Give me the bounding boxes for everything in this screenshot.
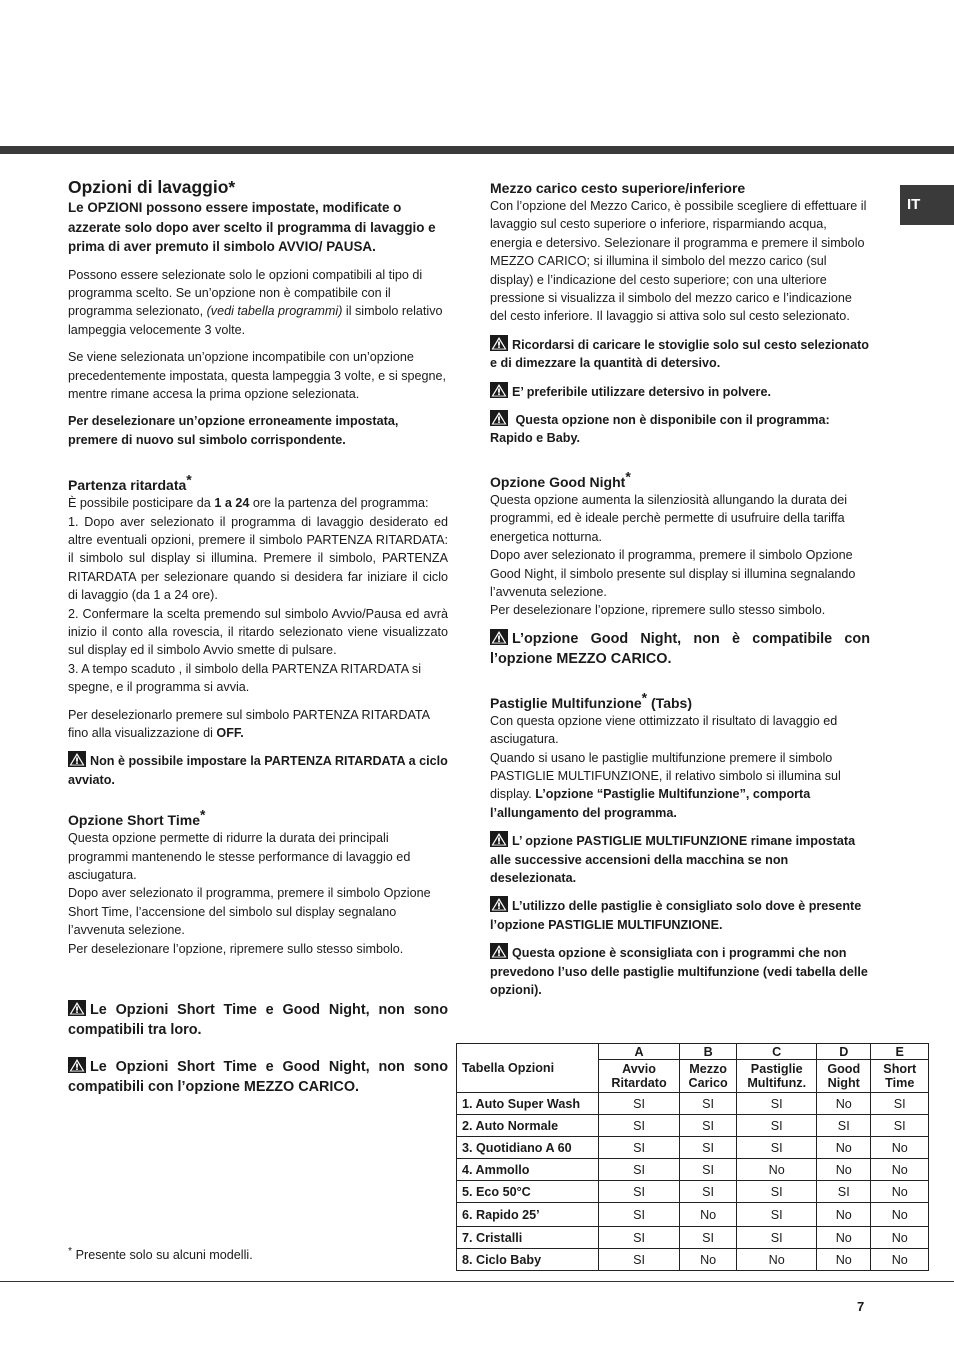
- option-value: SI: [737, 1203, 817, 1227]
- warning-icon: [490, 335, 508, 351]
- table-col-name: Good Night: [817, 1060, 871, 1093]
- delay-warning: Non è possibile impostare la PARTENZA RITARDATA a ciclo avviato.: [68, 751, 448, 789]
- short-t1: Questa opzione permette di ridurre la durata dei principali programmi mantenendo le stesse performance di lavaggio ed asciugatura.: [68, 831, 411, 883]
- option-value: No: [871, 1249, 929, 1271]
- delay-t4: 3. A tempo scaduto , il simbolo della PARTENZA RITARDATA si spegne, e il programma si avvia.: [68, 661, 421, 695]
- table-col-name: Avvio Ritardato: [599, 1060, 680, 1093]
- option-value: SI: [737, 1137, 817, 1159]
- option-value: No: [871, 1227, 929, 1249]
- tabs-t2: Quando si usano le pastiglie multifunzione premere il simbolo PASTIGLIE MULTIFUNZIONE, il relativo simbolo si illumina sul display. L’opzione “Pastiglie Multifunzione”, comporta l’allungamento del programma.: [490, 750, 841, 820]
- table-col-name: Pastiglie Multifunz.: [737, 1060, 817, 1093]
- table-row: [457, 1115, 929, 1137]
- option-value: No: [817, 1137, 871, 1159]
- option-value: No: [817, 1227, 871, 1249]
- compat-warning-2: Le Opzioni Short Time e Good Night, non sono compatibili con l’opzione MEZZO CARICO.: [68, 1059, 448, 1096]
- option-value: SI: [679, 1093, 736, 1115]
- table-col-name: Short Time: [871, 1060, 929, 1093]
- good-night-t1: Questa opzione aumenta la silenziosità allungando la durata dei programmi, ed è ideale perchè permette di usufruire della tariffa energetica notturna.: [490, 492, 848, 544]
- table-row: [457, 1159, 929, 1181]
- table-row: [457, 1227, 929, 1249]
- option-value: SI: [817, 1181, 871, 1203]
- delay-title: Partenza ritardata*: [68, 471, 192, 494]
- compat-warning-1: Le Opzioni Short Time e Good Night, non sono compatibili tra loro.: [68, 1002, 448, 1039]
- option-value: SI: [737, 1115, 817, 1137]
- warning-icon: [490, 629, 508, 645]
- table-col-letter: A: [599, 1044, 680, 1060]
- good-night-t2: Dopo aver selezionato il programma, premere il simbolo Opzione Good Night, il simbolo presente sul display si illumina segnalando l’avvenuta selezione.: [490, 548, 856, 599]
- tabs-title: Pastiglie Multifunzione* (Tabs): [490, 689, 692, 711]
- program-name: 8. Ciclo Baby: [457, 1249, 599, 1271]
- option-value: SI: [679, 1181, 736, 1203]
- language-tab: IT: [900, 185, 954, 225]
- option-value: SI: [599, 1137, 680, 1159]
- option-value: SI: [599, 1093, 680, 1115]
- option-value: No: [737, 1159, 817, 1181]
- good-night-warning: L’opzione Good Night, non è compatibile con l’opzione MEZZO CARICO.: [490, 630, 870, 667]
- option-value: SI: [599, 1203, 680, 1227]
- program-name: 6. Rapido 25’: [457, 1203, 599, 1227]
- short-t3: Per deselezionare l’opzione, ripremere sullo stesso simbolo.: [68, 941, 404, 956]
- program-name: 3. Quotidiano A 60: [457, 1137, 599, 1159]
- table-row: [457, 1093, 929, 1115]
- option-value: SI: [599, 1115, 680, 1137]
- program-name: 7. Cristalli: [457, 1227, 599, 1249]
- delay-t1: È possibile posticipare da 1 a 24 ore la partenza del programma:: [68, 496, 429, 511]
- option-value: SI: [599, 1159, 680, 1181]
- tabs-warning-2: L’utilizzo delle pastiglie è consigliato solo dove è presente l’opzione PASTIGLIE MULTIFUNZIONE.: [490, 896, 870, 934]
- half-load-warning-1: Ricordarsi di caricare le stoviglie solo sul cesto selezionato e di dimezzare la quantità di detersivo.: [490, 335, 870, 373]
- warning-icon: [490, 943, 508, 959]
- option-value: SI: [737, 1181, 817, 1203]
- short-t2: Dopo aver selezionato il programma, premere il simbolo Opzione Short Time, l’accensione del simbolo sul display segnalano l’avvenuta selezione.: [68, 886, 431, 938]
- option-value: No: [679, 1249, 736, 1271]
- bottom-rule: [0, 1281, 954, 1282]
- delay-t5: Per deselezionarlo premere sul simbolo PARTENZA RITARDATA fino alla visualizzazione di OFF.: [68, 707, 430, 741]
- table-col-letter: C: [737, 1044, 817, 1060]
- top-bar: [0, 146, 954, 154]
- option-value: SI: [599, 1249, 680, 1271]
- half-load-warning-2: E’ preferibile utilizzare detersivo in polvere.: [490, 382, 870, 401]
- intro-lead: Le OPZIONI possono essere impostate, modificate o azzerate solo dopo aver scelto il programma di lavaggio e prima di aver premuto il simbolo AVVIO/ PAUSA.: [68, 200, 436, 254]
- half-load-title: Mezzo carico cesto superiore/inferiore: [490, 180, 746, 196]
- warning-icon: [490, 382, 508, 398]
- table-row: [457, 1203, 929, 1227]
- short-title: Opzione Short Time*: [68, 806, 206, 829]
- options-table: [456, 1043, 929, 1271]
- tabs-warning-1: L’ opzione PASTIGLIE MULTIFUNZIONE rimane impostata alle successive accensioni della macchina se non deselezionata.: [490, 831, 870, 887]
- good-night-title: Opzione Good Night*: [490, 468, 631, 490]
- good-night-t3: Per deselezionare l’opzione, ripremere sullo stesso simbolo.: [490, 603, 826, 618]
- warning-icon: [490, 410, 508, 426]
- option-value: No: [817, 1093, 871, 1115]
- option-value: No: [871, 1137, 929, 1159]
- page-title: Opzioni di lavaggio*: [68, 177, 236, 197]
- program-name: 1. Auto Super Wash: [457, 1093, 599, 1115]
- intro-p3: Per deselezionare un’opzione erroneamente impostata, premere di nuovo sul simbolo corrispondente.: [68, 414, 399, 447]
- table-row: [457, 1249, 929, 1271]
- page-number: 7: [857, 1299, 865, 1314]
- option-value: SI: [679, 1159, 736, 1181]
- option-value: No: [817, 1159, 871, 1181]
- option-value: SI: [679, 1115, 736, 1137]
- warning-icon: [68, 1057, 86, 1073]
- intro-p2: Se viene selezionata un’opzione incompatibile con un’opzione precedentemente impostata, questa lampeggia 3 volte, e si spegne, mentre rimane accesa la prima opzione selezionata.: [68, 350, 447, 401]
- option-value: SI: [737, 1227, 817, 1249]
- table-col-letter: B: [679, 1044, 736, 1060]
- delay-t2: 1. Dopo aver selezionato il programma di lavaggio desiderato ed altre eventuali opzioni, premere il simbolo PARTENZA RITARDATA: il simbolo sul display si illumina. Premere il simbolo, PARTENZA RITARDATA per selezionare quando si desidera far iniziare il ciclo di lavaggio (da 1 a 24 ore).: [68, 514, 448, 603]
- table-col-name: Mezzo Carico: [679, 1060, 736, 1093]
- warning-icon: [68, 1000, 86, 1016]
- intro-p1: Possono essere selezionate solo le opzioni compatibili al tipo di programma scelto. Se un’opzione non è compatibile con il programma selezionato, (vedi tabella programmi) il simbolo relativo lampeggia velocemente 3 volte.: [68, 267, 443, 337]
- warning-icon: [68, 751, 86, 767]
- option-value: SI: [871, 1093, 929, 1115]
- tabs-warning-3: Questa opzione è sconsigliata con i programmi che non prevedono l’uso delle pastiglie multifunzione (vedi tabella delle opzioni).: [490, 943, 870, 999]
- option-value: SI: [679, 1227, 736, 1249]
- delay-t3: 2. Confermare la scelta premendo sul simbolo Avvio/Pausa ed avrà inizio il conto alla rovescia, il ritardo selezionato viene visualizzato sul display ed il simbolo Avvio smette di pulsare.: [68, 606, 448, 658]
- option-value: No: [817, 1203, 871, 1227]
- program-name: 4. Ammollo: [457, 1159, 599, 1181]
- program-name: 5. Eco 50°C: [457, 1181, 599, 1203]
- footnote: * Presente solo su alcuni modelli.: [68, 1245, 253, 1263]
- warning-icon: [490, 896, 508, 912]
- table-row: [457, 1137, 929, 1159]
- option-value: SI: [599, 1227, 680, 1249]
- option-value: SI: [679, 1137, 736, 1159]
- option-value: SI: [599, 1181, 680, 1203]
- left-column: [68, 176, 448, 1097]
- table-header-label: Tabella Opzioni: [457, 1044, 599, 1093]
- option-value: SI: [871, 1115, 929, 1137]
- right-column: [490, 179, 870, 999]
- option-value: No: [871, 1181, 929, 1203]
- tabs-t1: Con questa opzione viene ottimizzato il risultato di lavaggio ed asciugatura.: [490, 713, 838, 747]
- option-value: No: [737, 1249, 817, 1271]
- option-value: SI: [817, 1115, 871, 1137]
- table-letter-row: [457, 1044, 929, 1060]
- half-load-warning-3: Questa opzione non è disponibile con il programma: Rapido e Baby.: [490, 410, 870, 448]
- table-col-letter: E: [871, 1044, 929, 1060]
- half-load-text: Con l’opzione del Mezzo Carico, è possibile scegliere di effettuare il lavaggio sul cesto superiore o inferiore, risparmiando acqua, energia e detersivo. Selezionare il programma e premere il simbolo MEZZO CARICO; si illumina il simbolo del mezzo carico (sul display) e l’indicazione del cesto superiore; con una ulteriore pressione si visualizza il simbolo del mezzo carico e l’indicazione del cesto inferiore. Il lavaggio si attiva solo sul cesto selezionato.: [490, 199, 867, 324]
- table-row: [457, 1181, 929, 1203]
- option-value: No: [817, 1249, 871, 1271]
- warning-icon: [490, 831, 508, 847]
- option-value: No: [679, 1203, 736, 1227]
- option-value: SI: [737, 1093, 817, 1115]
- table-col-letter: D: [817, 1044, 871, 1060]
- option-value: No: [871, 1159, 929, 1181]
- program-name: 2. Auto Normale: [457, 1115, 599, 1137]
- option-value: No: [871, 1203, 929, 1227]
